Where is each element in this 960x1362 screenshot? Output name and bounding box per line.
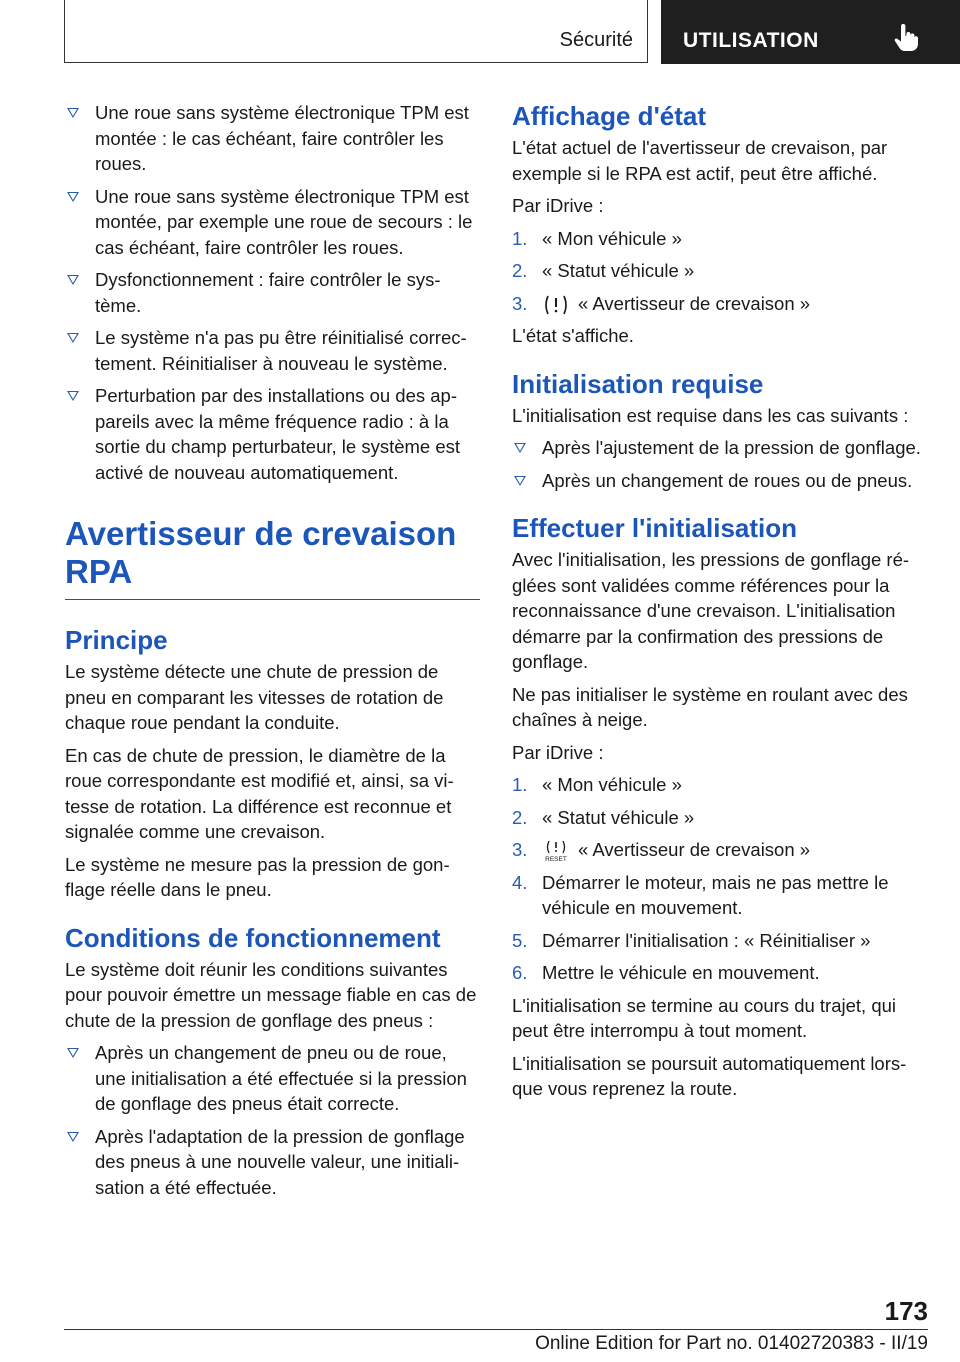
page-header <box>64 0 960 64</box>
section-tab <box>64 0 648 63</box>
effectuer-heading: Effectuer l'initialisation <box>512 513 798 543</box>
triangle-bullet-icon <box>67 108 79 118</box>
list-item: 1. « Mon véhicule » <box>512 227 682 249</box>
list-item: Une roue sans système électronique TPM est montée : le cas échéant, faire contrôler les roues. <box>65 100 480 177</box>
list-item: 3. RESET « Avertisseur de crevaison » <box>512 839 811 862</box>
requise-heading: Initialisation requise <box>512 368 764 399</box>
paragraph: L'initialisation se poursuit automatiquement lorsque vous reprenez la route. <box>512 1052 907 1099</box>
list-item: Perturbation par des installations ou des appareils avec la même fréquence radio : à la sortie du champ perturbateur, le système est activé de nouveau automatiquement. <box>65 383 480 485</box>
triangle-bullet-icon <box>67 1132 79 1142</box>
left-column <box>65 100 480 1207</box>
paragraph: Le système ne mesure pas la pression de gonflage réelle dans le pneu. <box>65 853 450 900</box>
triangle-bullet-icon <box>67 391 79 401</box>
section-label: Sécurité <box>559 29 633 51</box>
list-item: 3. « Avertisseur de crevaison » <box>512 292 811 314</box>
triangle-bullet-icon <box>514 476 526 486</box>
triangle-bullet-icon <box>67 275 79 285</box>
paragraph: Par iDrive : <box>512 741 604 763</box>
pointing-hand-icon <box>893 24 919 52</box>
requise-bullet-list <box>512 435 928 493</box>
paragraph: L'état actuel de l'avertisseur de crevaison, par exemple si le RPA est actif, peut être affiché. <box>512 137 888 184</box>
tire-warning-icon <box>542 294 570 316</box>
list-item: Après un changement de pneu ou de roue, une initialisation a été effectuée si la pression de gonflage des pneus était correcte. <box>65 1040 480 1117</box>
paragraph: L'état s'affiche. <box>512 325 634 346</box>
paragraph: L'initialisation se termine au cours du trajet, qui peut être interrompu à tout moment. <box>512 994 897 1041</box>
list-item: Une roue sans système électronique TPM est montée, par exemple une roue de secours : le cas échéant, faire contrôler les roues. <box>65 184 480 261</box>
list-item: 4. Démarrer le moteur, mais ne pas mettre le véhicule en mouvement. <box>512 871 889 918</box>
main-heading: Avertisseur de crevaison RPA <box>65 515 480 600</box>
paragraph: Le système doit réunir les conditions suivantes pour pouvoir émettre un message fiable en cas de chute de la pression de gonflage des pneus : <box>65 958 477 1031</box>
tire-reset-icon <box>542 840 570 862</box>
list-item: Dysfonctionnement : faire contrôler le système. <box>65 267 480 318</box>
list-item: Après l'adaptation de la pression de gonflage des pneus à une nouvelle valeur, une initialisation a été effectuée. <box>65 1124 480 1201</box>
paragraph: Par iDrive : <box>512 195 604 216</box>
paragraph: En cas de chute de pression, le diamètre de la roue correspondante est modifié et, ainsi, sa vitesse de rotation. La différence est reconnue et signalée comme une crevaison. <box>65 744 454 842</box>
footer-divider <box>64 1329 928 1330</box>
affichage-steps <box>512 226 928 317</box>
status-bullet-list <box>65 100 480 485</box>
affichage-heading: Affichage d'état <box>512 101 706 131</box>
list-item: 6. Mettre le véhicule en mouvement. <box>512 962 820 983</box>
list-item: 5. Démarrer l'initialisation : « Réinitialiser » <box>512 929 871 951</box>
conditions-heading: Conditions de fonctionnement <box>65 922 441 953</box>
paragraph: L'initialisation est requise dans les cas suivants : <box>512 404 909 426</box>
footer-edition: Online Edition for Part no. 01402720383 - II/19 <box>535 1333 928 1354</box>
chapter-label: UTILISATION <box>683 29 819 52</box>
list-item: 2. « Statut véhicule » <box>512 260 695 281</box>
list-item: 1. « Mon véhicule » <box>512 774 682 795</box>
triangle-bullet-icon <box>514 443 526 453</box>
triangle-bullet-icon <box>67 192 79 202</box>
paragraph: Ne pas initialiser le système en roulant avec des chaînes à neige. <box>512 683 908 730</box>
triangle-bullet-icon <box>67 1048 79 1058</box>
paragraph: Avec l'initialisation, les pressions de gonflage réglées sont validées comme références pour la reconnaissance d'une crevaison. L'initialisation démarre par la confirmation des pressions de gonflage. <box>512 549 910 672</box>
page-number: 173 <box>884 1296 928 1326</box>
list-item: Après l'ajustement de la pression de gonflage. <box>512 435 928 461</box>
right-column <box>512 100 928 1109</box>
paragraph: Le système détecte une chute de pression de pneu en comparant les vitesses de rotation de chaque roue pendant la conduite. <box>65 661 444 733</box>
list-item: Après un changement de roues ou de pneus. <box>512 468 928 494</box>
list-item: 2. « Statut véhicule » <box>512 806 695 828</box>
triangle-bullet-icon <box>67 333 79 343</box>
principe-heading: Principe <box>65 625 168 655</box>
conditions-bullet-list <box>65 1040 480 1200</box>
effectuer-steps <box>512 772 928 986</box>
list-item: Le système n'a pas pu être réinitialisé correctement. Réinitialiser à nouveau le système. <box>65 325 480 376</box>
reset-icon-label: RESET <box>545 856 567 862</box>
chapter-tab <box>661 0 960 64</box>
